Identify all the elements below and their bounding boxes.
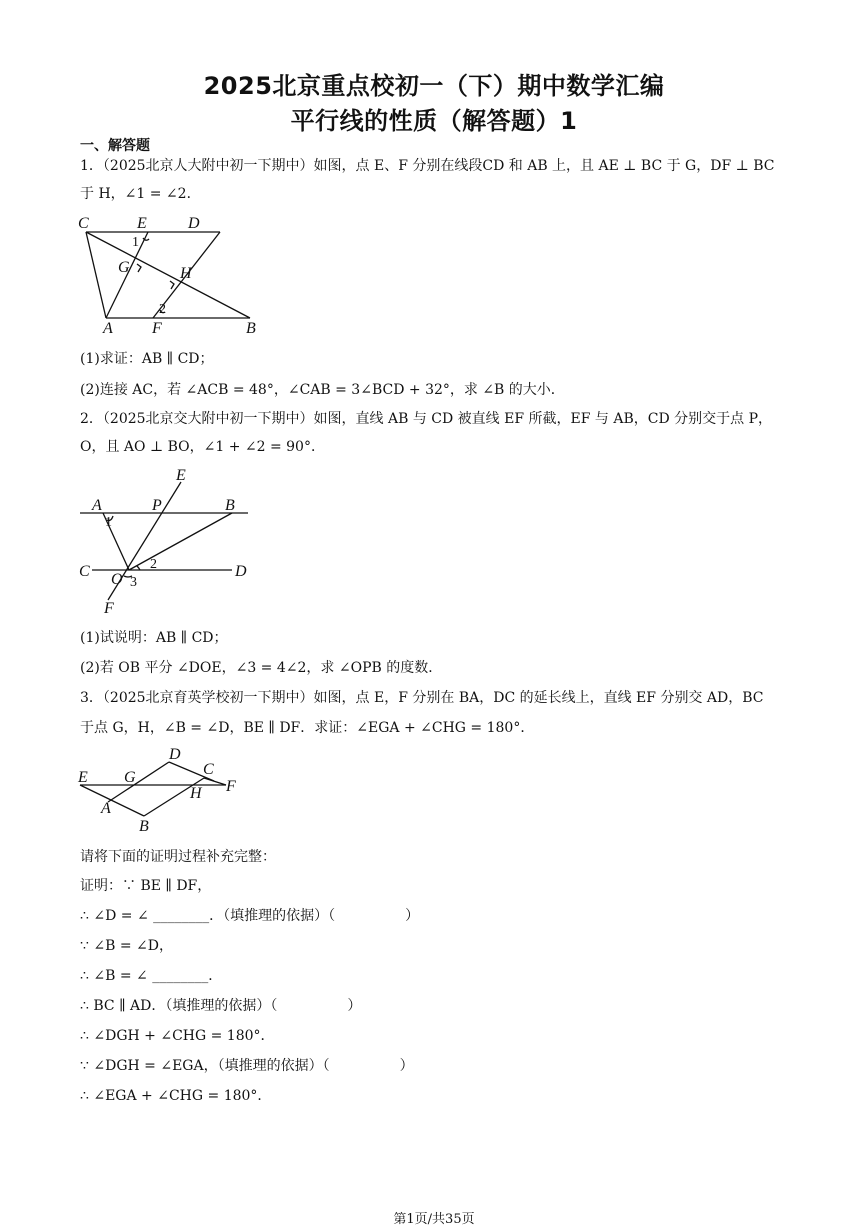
- q3-proof-step-7: ∵ ∠DGH = ∠EGA，（填推理的依据）（ ）: [80, 1058, 414, 1074]
- q3-label-H: H: [190, 785, 202, 802]
- q1-part-2: (2)连接 AC，若 ∠ACB = 48°，∠CAB = 3∠BCD + 32°，求 ∠B 的大小．: [80, 382, 565, 398]
- page-title: 2025北京重点校初一（下）期中数学汇编: [203, 72, 665, 100]
- q2-line-1: 2．（2025北京交大附中初一下期中）如图，直线 AB 与 CD 被直线 EF 所截，EF 与 AB，CD 分别交于点 P，: [80, 411, 772, 427]
- page-subtitle: 平行线的性质（解答题）1: [290, 107, 578, 135]
- q2-label-P: P: [152, 497, 162, 514]
- page-footer: 第1页/共35页: [393, 1212, 475, 1227]
- section-heading: 一、解答题: [80, 138, 150, 154]
- q2-line-2: O，且 AO ⊥ BO，∠1 + ∠2 = 90°．: [80, 439, 325, 455]
- q2-label-C: C: [79, 563, 90, 580]
- q3-label-G: G: [124, 769, 136, 786]
- q2-label-A: A: [92, 497, 102, 514]
- q1-label-D: D: [188, 215, 200, 232]
- q3-proof-step-4: ∴ ∠B = ∠ ________．: [80, 968, 223, 984]
- q3-proof-step-3: ∵ ∠B = ∠D，: [80, 938, 173, 954]
- q3-proof-intro: 请将下面的证明过程补充完整：: [80, 849, 276, 865]
- q1-label-G: G: [118, 259, 130, 276]
- q1-label-F: F: [152, 320, 162, 337]
- q3-proof-step-5: ∴ BC ∥ AD．（填推理的依据）（ ）: [80, 998, 362, 1014]
- q2-label-1: 1: [105, 515, 112, 530]
- q2-label-2: 2: [150, 557, 157, 572]
- q1-label-B: B: [246, 320, 256, 337]
- q3-proof-step-6: ∴ ∠DGH + ∠CHG = 180°．: [80, 1028, 275, 1044]
- q3-label-B: B: [139, 818, 149, 835]
- q3-label-D: D: [169, 746, 181, 763]
- q1-label-C: C: [78, 215, 89, 232]
- q1-label-E: E: [137, 215, 147, 232]
- q1-part-1: (1)求证：AB ∥ CD；: [80, 351, 214, 367]
- q1-label-H: H: [180, 265, 192, 282]
- q1-label-2: 2: [159, 302, 166, 317]
- q2-part-2: (2)若 OB 平分 ∠DOE，∠3 = 4∠2，求 ∠OPB 的度数．: [80, 660, 443, 676]
- q3-proof-step-2: ∴ ∠D = ∠ ________．（填推理的依据）（ ）: [80, 908, 420, 924]
- q3-label-E: E: [78, 769, 88, 786]
- q1-line-1: 1．（2025北京人大附中初一下期中）如图，点 E、F 分别在线段CD 和 AB 上，且 AE ⊥ BC 于 G，DF ⊥ BC: [80, 158, 775, 174]
- q3-label-F: F: [226, 778, 236, 795]
- q2-label-3: 3: [130, 575, 137, 590]
- q3-label-A: A: [101, 800, 111, 817]
- q1-line-2: 于 H，∠1 = ∠2．: [80, 186, 201, 202]
- q2-label-B: B: [225, 497, 235, 514]
- q3-proof-step-8: ∴ ∠EGA + ∠CHG = 180°．: [80, 1088, 272, 1104]
- q2-label-O: O: [111, 571, 123, 588]
- q3-line-2: 于点 G，H，∠B = ∠D，BE ∥ DF．求证：∠EGA + ∠CHG = 180°．: [80, 720, 535, 736]
- q3-label-C: C: [203, 761, 214, 778]
- q1-label-A: A: [103, 320, 113, 337]
- q2-label-F: F: [104, 600, 114, 617]
- q1-label-1: 1: [132, 235, 139, 250]
- q3-proof-step-1: 证明：∵ BE ∥ DF，: [80, 878, 212, 894]
- q2-label-D: D: [235, 563, 247, 580]
- q3-line-1: 3．（2025北京育英学校初一下期中）如图，点 E，F 分别在 BA，DC 的延长线上，直线 EF 分别交 AD，BC: [80, 690, 764, 706]
- q2-part-1: (1)试说明：AB ∥ CD；: [80, 630, 228, 646]
- q2-label-E: E: [176, 467, 186, 484]
